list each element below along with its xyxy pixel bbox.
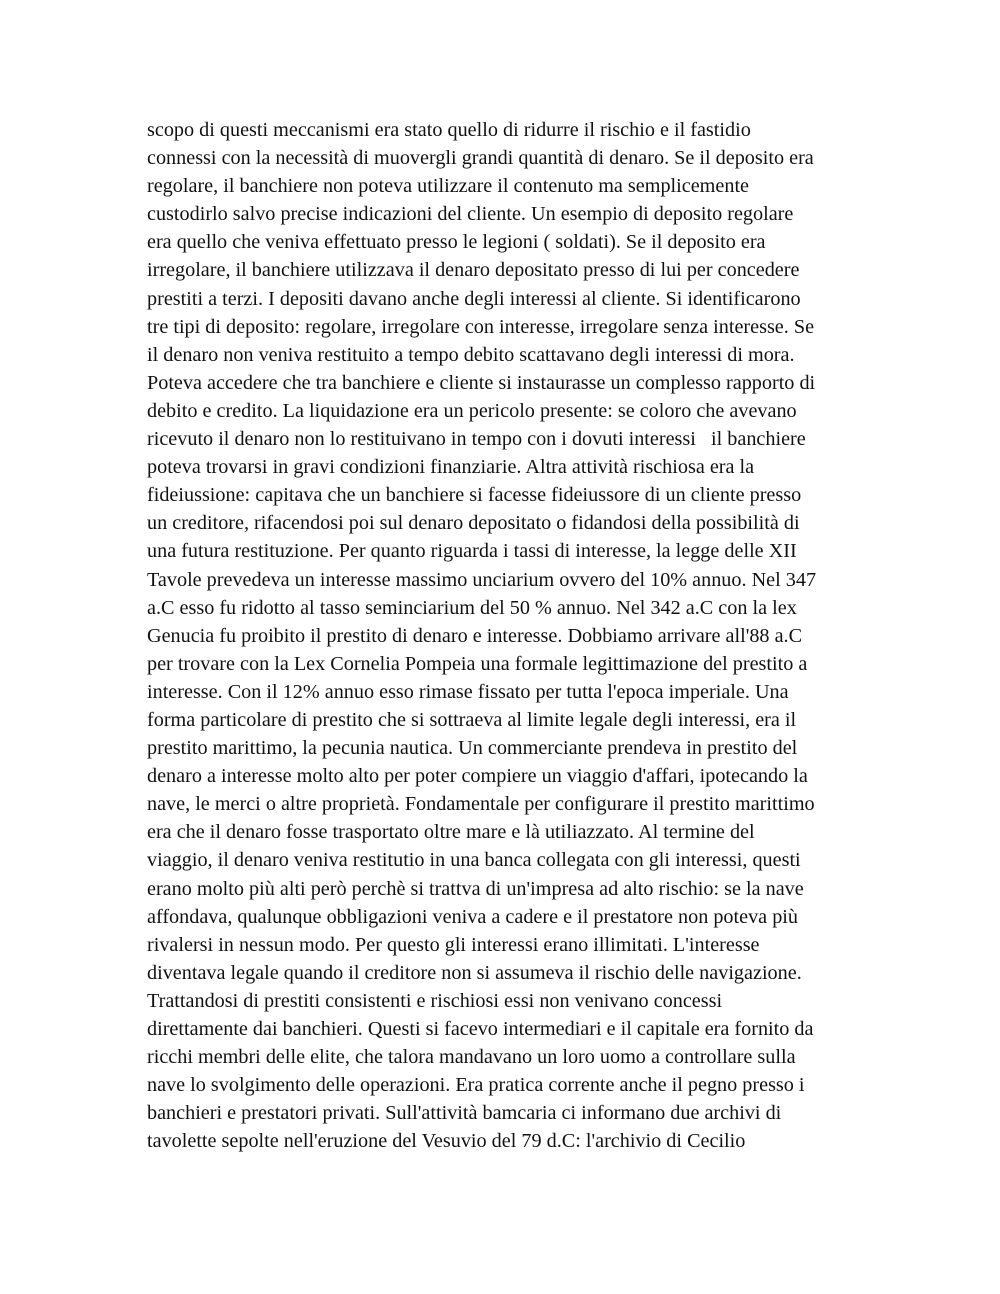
text-line xyxy=(147,678,867,706)
text-line xyxy=(147,341,867,369)
text-segment: era quello che veniva effettuato presso le legioni ( soldati). Se il deposito era xyxy=(147,231,766,254)
text-line xyxy=(147,1099,867,1127)
text-line xyxy=(147,790,867,818)
text-segment: il denaro non veniva restituito a tempo debito scattavano degli xyxy=(147,343,655,366)
text-line xyxy=(147,481,867,509)
italic-term: Cecilio xyxy=(687,1130,746,1153)
text-segment: scopo di questi meccanismi era stato quello di ridurre il rischio e il fastidio xyxy=(147,119,751,141)
text-line xyxy=(147,594,867,622)
text-line xyxy=(147,1043,867,1071)
italic-term: fideiussione: xyxy=(147,484,251,507)
text-segment: ricevuto il denaro non lo restituivano in tempo con i dovuti interessi il banchiere xyxy=(147,428,806,451)
text-segment: Genucia fu proibito il prestito di denaro e interesse. Dobbiamo arrivare all'88 a.C xyxy=(147,624,803,647)
text-segment: Tavole prevedeva un interesse massimo unciarium ovvero del 10% annuo. Nel 347 xyxy=(147,568,817,591)
text-segment: era che il denaro fosse trasportato oltre mare e là utiliazzato. Al termine del xyxy=(147,821,755,844)
text-segment: , la legge delle XII xyxy=(645,540,797,563)
text-segment: regolare, il banchiere non poteva utilizzare il contenuto ma semplicemente xyxy=(147,175,750,198)
text-line xyxy=(147,256,867,284)
text-segment: Poteva accedere che tra banchiere e cliente si instaurasse un complesso rapporto di xyxy=(147,371,816,394)
text-line xyxy=(147,706,867,734)
text-segment: presso i xyxy=(737,1074,805,1097)
text-line xyxy=(147,200,867,228)
text-segment: . Un commerciante prendeva in prestito del xyxy=(448,737,798,760)
text-line xyxy=(147,846,867,874)
body-text xyxy=(147,116,867,1155)
text-segment: nave lo svolgimento delle operazioni. Era pratica corrente anche il xyxy=(147,1074,688,1097)
italic-term: i tassi di interesse xyxy=(502,540,646,563)
italic-term: interessi xyxy=(654,343,723,366)
text-line xyxy=(147,734,867,762)
text-line xyxy=(147,1071,867,1099)
text-line xyxy=(147,650,867,678)
text-line xyxy=(147,285,867,313)
text-line xyxy=(147,397,867,425)
text-segment: denaro a interesse molto alto per poter compiere un viaggio d'affari, ipotecando la xyxy=(147,765,808,788)
text-segment: prestito marittimo, la xyxy=(147,737,322,760)
text-segment: a.C esso fu ridotto al tasso seminciarium del 50 % annuo. Nel 342 a.C con la lex xyxy=(147,596,797,619)
text-line xyxy=(147,537,867,565)
text-segment: capitava che un banchiere si facesse fideiussore di un cliente presso xyxy=(250,484,802,507)
text-line xyxy=(147,959,867,987)
text-line xyxy=(147,931,867,959)
text-line xyxy=(147,369,867,397)
text-line xyxy=(147,144,867,172)
text-line xyxy=(147,228,867,256)
text-line xyxy=(147,622,867,650)
text-segment: ricchi membri delle elite, che talora mandavano un loro uomo a controllare sulla xyxy=(147,1046,796,1069)
text-segment: . La liquidazione era un pericolo presente: se coloro che avevano xyxy=(272,399,797,422)
text-segment: tre tipi di deposito: regolare, irregolare con interesse, irregolare senza interesse. Se xyxy=(147,315,815,338)
text-line xyxy=(147,987,867,1015)
text-segment: viaggio, il denaro veniva restitutio in una banca collegata con gli interessi, questi xyxy=(147,849,801,872)
text-line xyxy=(147,313,867,341)
text-segment: nave, le merci o altre proprietà. Fondamentale per configurare il prestito marittimo xyxy=(147,793,815,816)
text-segment: rivalersi in nessun modo. Per questo gli interessi erano illimitati. L'interesse xyxy=(147,933,760,956)
italic-term: debito e credito xyxy=(147,399,273,422)
text-segment: tavolette sepolte nell'eruzione del Vesuvio del 79 d.C: l'archivio di xyxy=(147,1130,688,1153)
text-segment: erano molto più alti però perchè si trattva di un'impresa ad alto rischio: se la nave xyxy=(147,877,804,900)
text-line xyxy=(147,1015,867,1043)
text-segment: banchieri e prestatori privati. Sull'attività bamcaria ci informano due archivi di xyxy=(147,1102,782,1125)
text-segment: poteva trovarsi in gravi condizioni finanziarie. Altra attività rischiosa era la xyxy=(147,456,755,479)
text-segment: Trattandosi di prestiti consistenti e rischiosi essi non venivano concessi xyxy=(147,989,723,1012)
text-segment: irregolare, il banchiere utilizzava il denaro depositato presso di lui per concedere xyxy=(147,259,800,282)
text-segment: affondava, qualunque obbligazioni veniva a cadere e il prestatore non poteva più xyxy=(147,905,798,928)
text-segment: un creditore, rifacendosi poi sul denaro depositato o fidandosi della possibilità di xyxy=(147,512,800,535)
text-line xyxy=(147,116,867,144)
text-line xyxy=(147,509,867,537)
text-segment: prestiti a terzi. I depositi davano anche degli interessi al cliente. Si identificarono xyxy=(147,287,801,310)
text-line xyxy=(147,566,867,594)
text-segment: di mora. xyxy=(722,343,795,366)
text-line xyxy=(147,172,867,200)
text-segment: forma particolare di prestito che si sottraeva al limite legale degli interessi, era il xyxy=(147,708,797,731)
text-segment: connessi con la necessità di muovergli grandi quantità di denaro. Se il deposito era xyxy=(147,147,814,170)
text-segment: direttamente dai banchieri. Questi si facevo intermediari e il capitale era fornito da xyxy=(147,1018,814,1040)
italic-term: pecunia nautica xyxy=(321,737,449,760)
text-segment: diventava legale quando il creditore non si assumeva il rischio delle navigazione. xyxy=(147,961,802,984)
text-line xyxy=(147,818,867,846)
text-line xyxy=(147,425,867,453)
text-line xyxy=(147,903,867,931)
text-line xyxy=(147,875,867,903)
text-line xyxy=(147,453,867,481)
text-line xyxy=(147,762,867,790)
text-segment: per trovare con la Lex Cornelia Pompeia una formale legittimazione del prestito a xyxy=(147,652,808,675)
text-segment: una futura restituzione. Per quanto riguarda xyxy=(147,540,503,563)
text-line xyxy=(147,1127,867,1155)
text-segment: custodirlo salvo precise indicazioni del cliente. Un esempio di deposito regolare xyxy=(147,203,794,226)
italic-term: pegno xyxy=(687,1074,738,1097)
text-segment: interesse. Con il 12% annuo esso rimase fissato per tutta l'epoca imperiale. Una xyxy=(147,680,789,703)
